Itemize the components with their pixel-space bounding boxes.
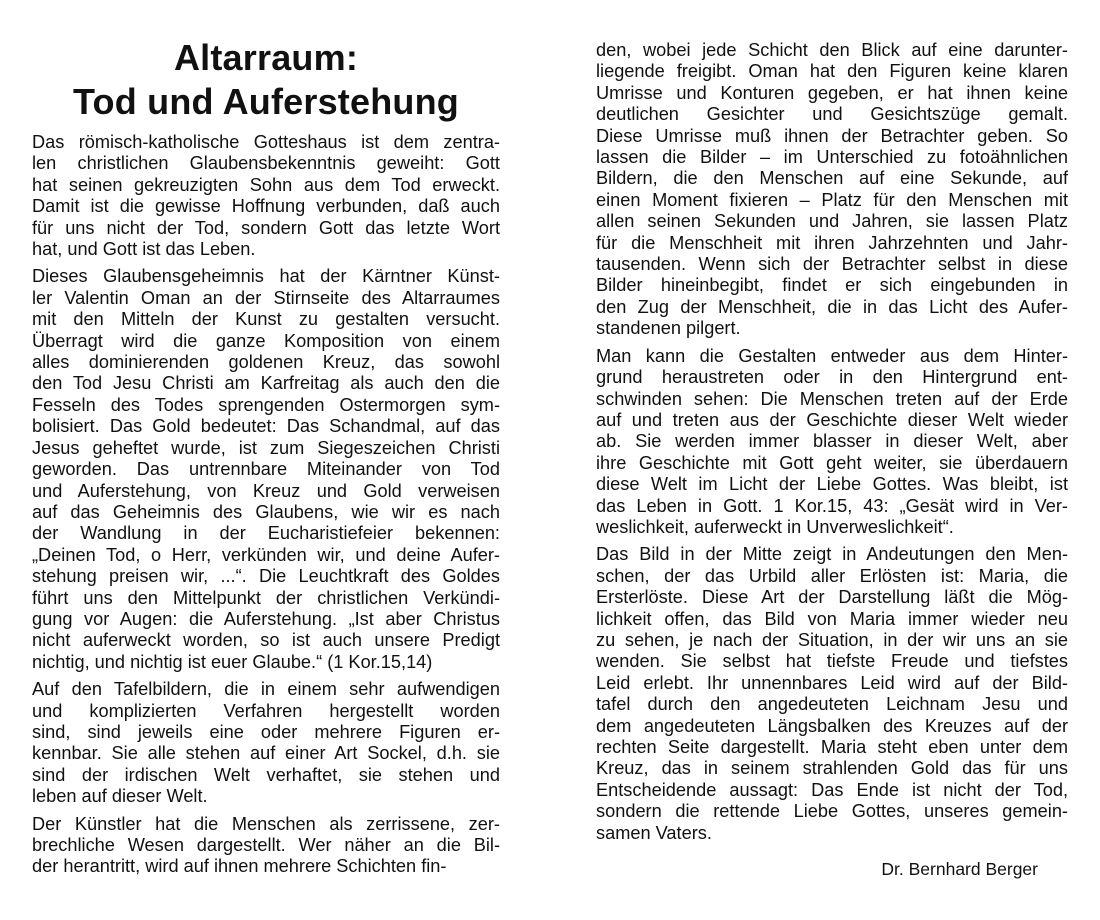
text-line: schwinden sehen: Die Menschen treten auf der Erde (596, 388, 1068, 409)
text-line: Kreuz, das in seinem strahlenden Gold das für uns (596, 758, 1068, 779)
text-line: mit den Mitteln der Kunst zu gestalten versucht. (32, 309, 500, 330)
text-line: Auf den Tafelbildern, die in einem sehr aufwendigen (32, 679, 500, 700)
text-line: der Wandlung in der Eucharistiefeier bekennen: (32, 523, 500, 544)
text-line: das Leben in Gott. 1 Kor.15, 43: „Gesät wird in Ver- (596, 495, 1068, 516)
text-line: Bilder hineinbegibt, findet er sich eingebunden in (596, 275, 1068, 296)
text-line: lichkeit offen, das Bild von Maria immer wieder neu (596, 608, 1068, 629)
text-line: Umrisse und Konturen gegeben, er hat ihnen keine (596, 82, 1068, 103)
text-line: Diese Umrisse muß ihnen der Betrachter geben. So (596, 125, 1068, 146)
text-line: gung vor Augen: die Auferstehung. „Ist aber Christus (32, 608, 500, 629)
text-line: den Tod Jesu Christi am Karfreitag als auch den die (32, 373, 500, 394)
text-line: alles dominierenden goldenen Kreuz, das sowohl (32, 352, 500, 373)
text-line: dem angedeuteten Längsbalken des Kreuzes auf der (596, 715, 1068, 736)
text-line: Das Bild in der Mitte zeigt in Andeutungen den Men- (596, 544, 1068, 565)
paragraph (32, 132, 500, 260)
text-line: weslichkeit, auferweckt in Unverweslichkeit“. (596, 516, 954, 537)
text-line: für uns nicht der Tod, sondern Gott das letzte Wort (32, 217, 500, 238)
paragraph (596, 346, 1068, 539)
text-line: stehung preisen wir, ...“. Die Leuchtkraft des Goldes (32, 566, 500, 587)
text-line: sind, sind jeweils eine oder mehrere Figuren er- (32, 721, 500, 742)
text-line: brechliche Wesen dargestellt. Wer näher an die Bil- (32, 835, 500, 855)
text-line: sondern die rettende Liebe Gottes, unseres gemein- (596, 801, 1068, 822)
page-title (32, 0, 500, 124)
text-line: Dieses Glaubensgeheimnis hat der Kärntner Künst- (32, 266, 500, 287)
text-line: zu sehen, je nach der Situation, in der wir uns an sie (596, 629, 1068, 650)
text-line: Ersterlöste. Diese Art der Darstellung läßt die Mög- (596, 587, 1068, 608)
text-line: sind der irdischen Welt verhaftet, sie stehen und (32, 764, 500, 785)
text-line: Überragt wird die ganze Komposition von einem (32, 330, 500, 351)
text-line: ab. Sie werden immer blasser in dieser Welt, aber (596, 431, 1068, 452)
text-line: geworden. Das untrennbare Miteinander von Tod (32, 459, 500, 480)
text-line: auf das Geheimnis des Glaubens, wie wir es nach (32, 501, 500, 522)
text-line: hat, und Gott ist das Leben. (32, 239, 256, 260)
text-line: ler Valentin Oman an der Stirnseite des Altarraumes (32, 287, 500, 308)
paragraph (32, 266, 500, 673)
text-line: Man kann die Gestalten entweder aus dem Hinter- (596, 345, 1068, 366)
text-line: Der Künstler hat die Menschen als zerrissene, zer- (32, 813, 500, 834)
text-line: für die Menschheit mit ihren Jahrzehnten und Jahr- (596, 232, 1068, 253)
text-line: Das römisch-katholische Gotteshaus ist dem zentra- (32, 132, 500, 152)
text-line: und komplizierten Verfahren hergestellt worden (32, 700, 500, 721)
text-line: liegende freigibt. Oman hat den Figuren keine klaren (596, 61, 1068, 82)
right-column (596, 0, 1068, 880)
text-line: rechten Seite dargestellt. Maria steht eben unter dem (596, 737, 1068, 757)
text-line: samen Vaters. (596, 822, 712, 843)
text-line: nicht auferweckt worden, so ist auch unsere Predigt (32, 630, 500, 651)
text-line: führt uns den Mittelpunkt der christlichen Verkündi- (32, 587, 500, 608)
text-line: der herantritt, wird auf ihnen mehrere Schichten fin- (32, 856, 447, 877)
text-line: Entscheidende aussagt: Das Ende ist nicht der Tod, (596, 779, 1068, 800)
text-line: ihre Geschichte mit Gott geht weiter, sie überdauern (596, 452, 1068, 473)
text-line: Leid erlebt. Ihr unnennbares Leid wird auf der Bild- (596, 672, 1068, 693)
text-line: allen seinen Sekunden und Jahren, sie lassen Platz (596, 211, 1068, 232)
text-line: grund heraustreten oder in den Hintergrund ent- (596, 367, 1068, 388)
text-line: standenen pilgert. (596, 318, 741, 339)
paragraph (596, 40, 1068, 340)
paragraph (32, 679, 500, 807)
text-line: schen, der das Urbild aller Erlösten ist: Maria, die (596, 565, 1068, 586)
paragraph (596, 544, 1068, 844)
title-line-1: Altarraum: (173, 37, 359, 78)
text-line: tausenden. Wenn sich der Betrachter selbst in diese (596, 254, 1068, 275)
text-line: leben auf dieser Welt. (32, 786, 208, 807)
text-line: hat seinen gekreuzigten Sohn aus dem Tod erweckt. (32, 174, 500, 195)
text-line: wenden. Sie selbst hat tiefste Freude und tiefstes (596, 651, 1068, 672)
text-line: len christlichen Glaubensbekenntnis geweiht: Gott (32, 153, 500, 174)
text-line: diese Welt im Licht der Liebe Gottes. Was bleibt, ist (596, 474, 1068, 495)
text-line: einen Moment fixieren – Platz für den Menschen mit (596, 189, 1068, 210)
text-line: deutlichen Gesichter und Gesichtszüge gemalt. (596, 104, 1068, 125)
left-column (32, 0, 500, 878)
paragraph (32, 814, 500, 878)
text-line: den Zug der Menschheit, die in das Licht des Aufer- (596, 296, 1068, 317)
text-line: lassen die Bilder – im Unterschied zu fotoähnlichen (596, 147, 1068, 168)
text-line: Bildern, die den Menschen auf eine Sekunde, auf (596, 168, 1068, 189)
text-line: den, wobei jede Schicht den Blick auf eine darunter- (596, 40, 1068, 60)
text-line: Fesseln des Todes sprengenden Ostermorgen sym- (32, 394, 500, 415)
text-line: kennbar. Sie alle stehen auf einer Art Sockel, d.h. sie (32, 743, 500, 764)
text-line: Jesus geheftet wurde, ist zum Siegeszeichen Christi (32, 437, 500, 458)
text-line: bolisiert. Das Gold bedeutet: Das Schandmal, auf das (32, 416, 500, 437)
right-column-text (596, 40, 1068, 844)
text-line: und Auferstehung, von Kreuz und Gold verweisen (32, 480, 500, 501)
text-line: tafel durch den angedeuteten Leichnam Jesu und (596, 694, 1068, 715)
left-column-text (32, 132, 500, 878)
text-line: auf und treten aus der Geschichte dieser Welt wieder (596, 409, 1068, 430)
text-line: nichtig, und nichtig ist euer Glaube.“ (1 Kor.15,14) (32, 651, 433, 672)
text-line: Damit ist die gewisse Hoffnung verbunden, daß auch (32, 196, 500, 217)
text-line: „Deinen Tod, o Herr, verkünden wir, und deine Aufer- (32, 544, 500, 565)
author-signature: Dr. Bernhard Berger (881, 859, 1038, 880)
title-line-2: Tod und Auferstehung (73, 81, 459, 122)
